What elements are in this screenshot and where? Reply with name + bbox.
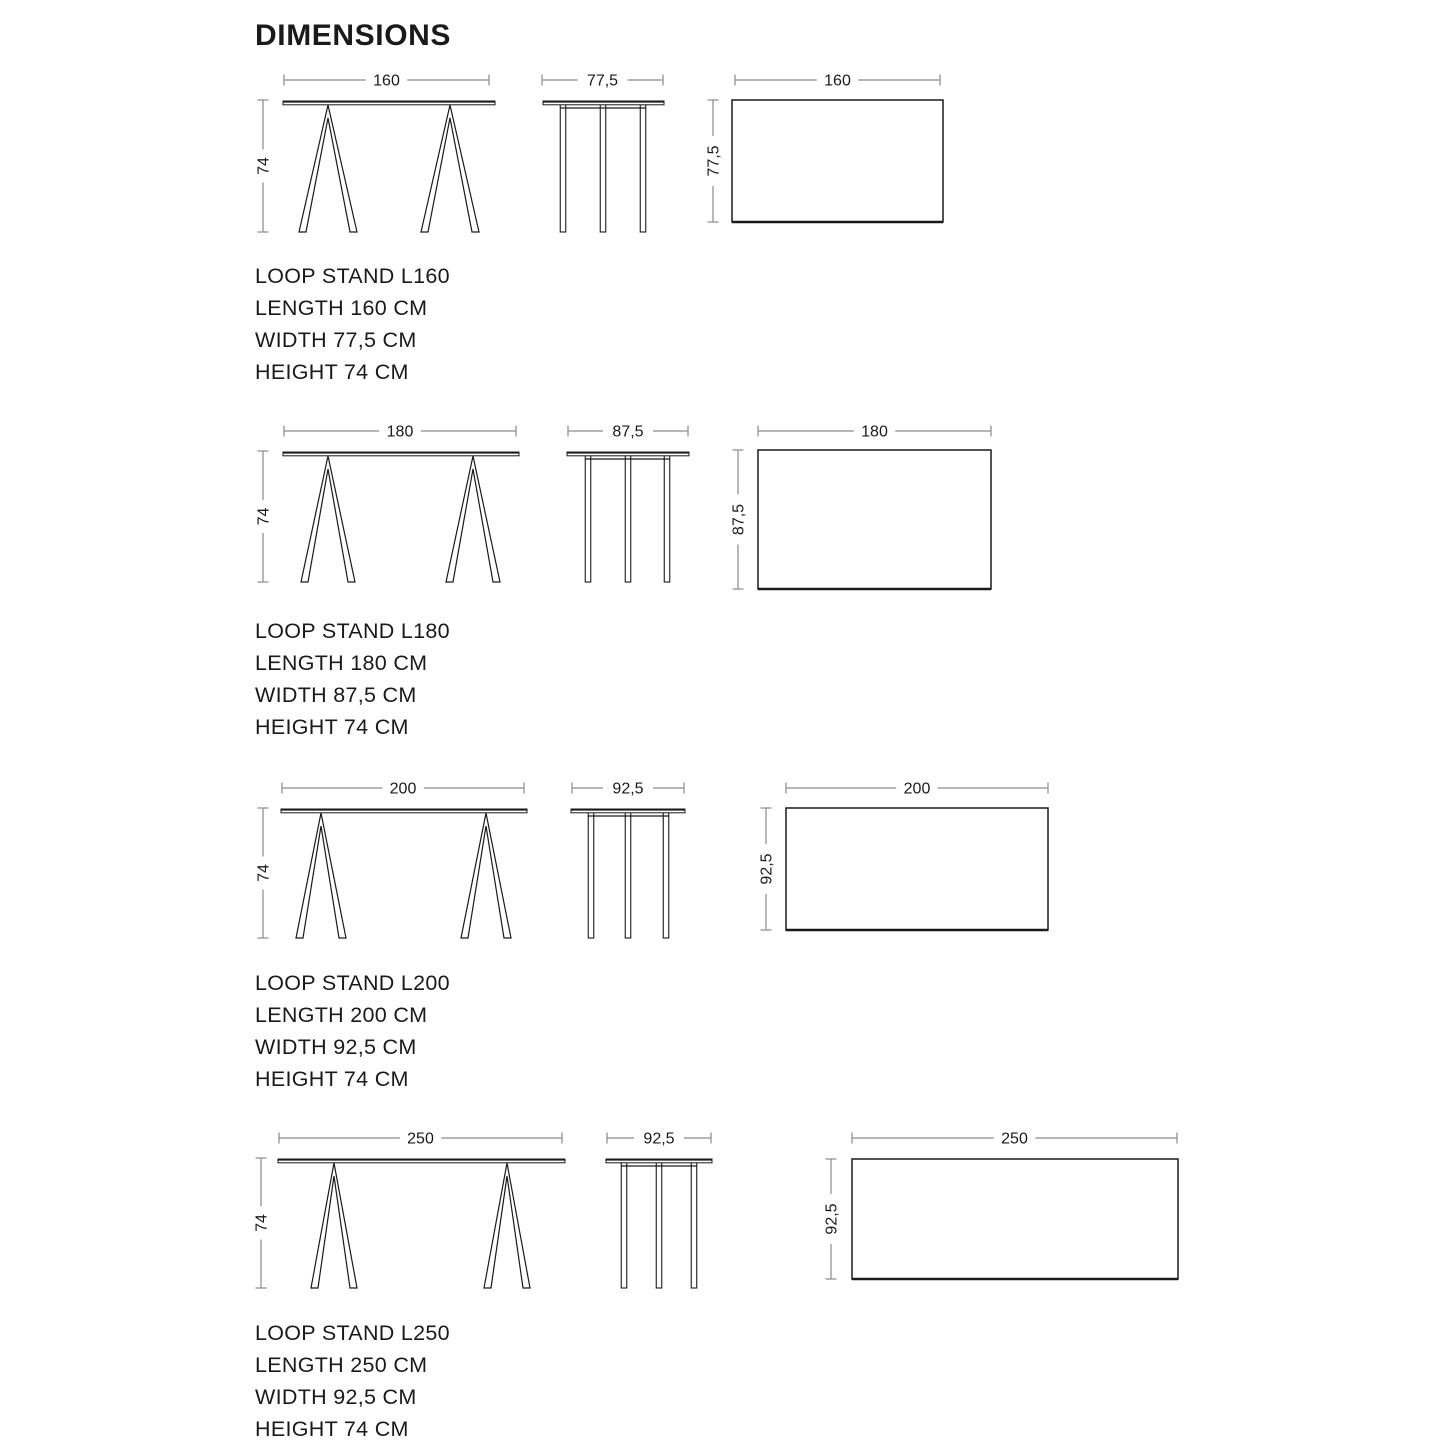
top-view-l160 bbox=[704, 71, 943, 222]
dimension-label: 160 bbox=[824, 72, 851, 90]
dimension-label: 74 bbox=[255, 507, 273, 526]
spec-length: LENGTH 200 CM bbox=[255, 1003, 428, 1027]
spec-width: WIDTH 77,5 CM bbox=[255, 328, 417, 352]
spec-width: WIDTH 87,5 CM bbox=[255, 683, 417, 707]
dimension-label: 92,5 bbox=[758, 853, 776, 885]
product-name: LOOP STAND L200 bbox=[255, 971, 450, 995]
spec-height: HEIGHT 74 CM bbox=[255, 1417, 409, 1441]
front-view-l250 bbox=[252, 1129, 565, 1288]
product-name: LOOP STAND L250 bbox=[255, 1321, 450, 1345]
dimension-label: 250 bbox=[1001, 1130, 1028, 1148]
top-view-l180 bbox=[729, 422, 991, 589]
spec-block-l180 bbox=[255, 615, 450, 743]
dimension-label: 87,5 bbox=[612, 423, 644, 441]
dimension-label: 180 bbox=[861, 423, 888, 441]
side-view-l160 bbox=[542, 71, 664, 232]
dimension-label: 180 bbox=[386, 423, 414, 441]
side-view-l250 bbox=[606, 1129, 712, 1288]
spec-block-l160 bbox=[255, 260, 450, 388]
spec-height: HEIGHT 74 CM bbox=[255, 715, 409, 739]
spec-width: WIDTH 92,5 CM bbox=[255, 1385, 417, 1409]
spec-height: HEIGHT 74 CM bbox=[255, 360, 409, 384]
dimension-label: 160 bbox=[373, 72, 400, 90]
product-name: LOOP STAND L160 bbox=[255, 264, 450, 288]
page-title: DIMENSIONS bbox=[255, 19, 452, 52]
spec-block-l250 bbox=[255, 1317, 450, 1445]
spec-height: HEIGHT 74 CM bbox=[255, 1067, 409, 1091]
front-view-l180 bbox=[254, 422, 519, 582]
dimension-label: 77,5 bbox=[705, 145, 723, 177]
dimension-label: 74 bbox=[255, 864, 273, 882]
side-view-l180 bbox=[567, 422, 689, 582]
top-view-l200 bbox=[757, 779, 1048, 930]
dimension-label: 92,5 bbox=[612, 780, 644, 798]
dimension-label: 92,5 bbox=[643, 1130, 675, 1148]
top-view-l250 bbox=[822, 1129, 1178, 1279]
dimension-label: 74 bbox=[253, 1214, 271, 1232]
side-view-l200 bbox=[571, 779, 685, 938]
dimension-label: 77,5 bbox=[586, 72, 619, 90]
spec-length: LENGTH 250 CM bbox=[255, 1353, 428, 1377]
spec-length: LENGTH 160 CM bbox=[255, 296, 428, 320]
front-view-l160 bbox=[254, 71, 495, 232]
dimension-label: 250 bbox=[407, 1130, 434, 1148]
dimension-label: 200 bbox=[903, 780, 931, 798]
spec-length: LENGTH 180 CM bbox=[255, 651, 428, 675]
product-name: LOOP STAND L180 bbox=[255, 619, 450, 643]
dimension-label: 92,5 bbox=[823, 1203, 841, 1235]
front-view-l200 bbox=[254, 779, 527, 938]
spec-width: WIDTH 92,5 CM bbox=[255, 1035, 417, 1059]
dimension-label: 200 bbox=[389, 780, 417, 798]
dimension-label: 74 bbox=[255, 157, 273, 175]
spec-block-l200 bbox=[255, 967, 450, 1095]
dimension-label: 87,5 bbox=[730, 503, 748, 536]
